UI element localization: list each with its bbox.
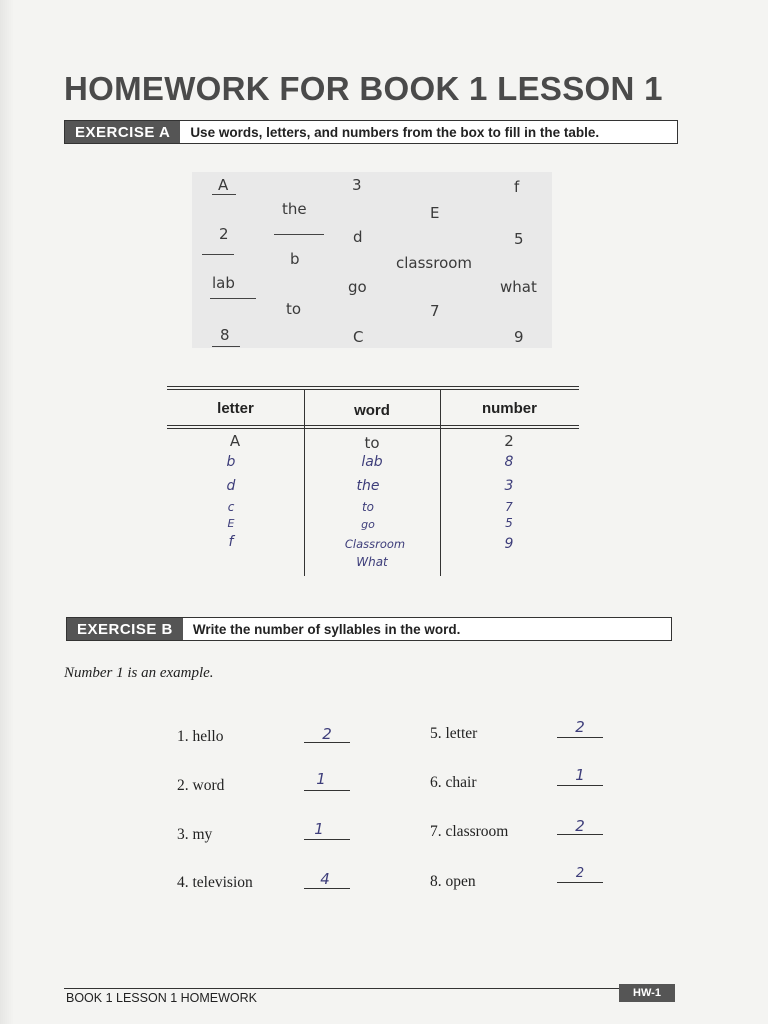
box-item: C: [353, 328, 364, 346]
header-number: number: [481, 400, 537, 417]
table-header-rule: [167, 425, 579, 426]
answer-value: 2: [575, 817, 585, 835]
question-label: 5. letter: [430, 725, 478, 742]
table-header-rule: [167, 428, 579, 429]
box-item: A: [218, 176, 229, 194]
exercise-b-instruction: Write the number of syllables in the word.: [192, 621, 461, 637]
header-letter: letter: [217, 400, 254, 417]
page-title: HOMEWORK FOR BOOK 1 LESSON 1: [64, 70, 663, 107]
box-item-underline: [212, 194, 236, 195]
letter-cell: b: [226, 454, 236, 470]
number-cell: 2: [504, 432, 514, 450]
word-cell: the: [356, 478, 380, 494]
box-item: 9: [514, 328, 524, 346]
word-cell: go: [361, 518, 375, 531]
footer-rule: [64, 988, 674, 989]
word-cell: to: [364, 434, 380, 452]
box-item-underline: [210, 298, 256, 299]
number-cell: 7: [505, 500, 513, 514]
header-word: word: [354, 402, 390, 419]
answer-value: 2: [575, 866, 585, 881]
word-box: [192, 172, 552, 348]
answer-line[interactable]: [557, 834, 603, 835]
column-divider: [440, 389, 441, 576]
answer-line[interactable]: [304, 742, 350, 743]
box-item: 3: [352, 176, 362, 194]
box-item: lab: [212, 274, 235, 292]
table-top-rule: [167, 386, 579, 387]
box-item: d: [353, 228, 363, 246]
question-label: 7. classroom: [430, 823, 509, 840]
letter-cell: c: [227, 500, 235, 514]
answer-value: 1: [314, 820, 324, 838]
box-item: 2: [219, 225, 229, 243]
box-item-underline: [202, 254, 234, 255]
answer-line[interactable]: [557, 785, 603, 786]
number-cell: 8: [504, 454, 514, 470]
word-cell: lab: [361, 454, 383, 470]
answer-value: 4: [320, 870, 330, 888]
box-item-underline: [212, 346, 240, 347]
answer-value: 1: [316, 770, 326, 788]
answer-line[interactable]: [304, 839, 350, 840]
box-item: 7: [430, 302, 440, 320]
answer-value: 1: [575, 766, 585, 784]
exercise-a-header: [64, 120, 678, 144]
fill-in-table: [167, 386, 579, 576]
letter-cell: A: [229, 432, 241, 450]
box-item: classroom: [396, 254, 473, 272]
box-item: 5: [514, 230, 524, 248]
answer-line[interactable]: [304, 790, 350, 791]
box-item: what: [500, 278, 537, 296]
page-badge: HW-1: [619, 984, 675, 1002]
exercise-b-tag: EXERCISE B: [67, 618, 183, 640]
answer-line[interactable]: [557, 882, 603, 883]
question-label: 1. hello: [177, 728, 224, 745]
question-label: 3. my: [177, 826, 213, 843]
box-item: go: [348, 278, 367, 296]
box-item: f: [514, 178, 520, 196]
box-item: b: [290, 250, 300, 268]
word-cell: to: [361, 500, 375, 514]
exercise-b-header: [66, 617, 672, 641]
letter-cell: f: [228, 534, 234, 550]
question-label: 2. word: [177, 777, 225, 794]
question-label: 8. open: [430, 873, 476, 890]
exercise-a-instruction: Use words, letters, and numbers from the box to fill in the table.: [190, 124, 600, 140]
page-edge-shadow: [0, 0, 14, 1024]
number-cell: 3: [504, 478, 514, 494]
question-label: 6. chair: [430, 774, 477, 791]
answer-line[interactable]: [304, 888, 350, 889]
box-item: E: [430, 204, 440, 222]
box-item: 8: [220, 326, 230, 344]
letter-cell: E: [227, 517, 235, 530]
word-cell: What: [356, 555, 388, 569]
number-cell: 5: [505, 516, 513, 530]
answer-line[interactable]: [557, 737, 603, 738]
table-top-rule: [167, 389, 579, 390]
exercise-a-tag: EXERCISE A: [65, 121, 180, 143]
box-item-underline: [274, 234, 324, 235]
question-label: 4. television: [177, 874, 253, 891]
box-item: the: [282, 200, 307, 218]
box-item: to: [286, 300, 302, 318]
footer-text: BOOK 1 LESSON 1 HOMEWORK: [66, 991, 258, 1005]
word-cell: Classroom: [344, 537, 406, 551]
answer-value: 2: [322, 725, 332, 743]
answer-value: 2: [575, 718, 585, 736]
letter-cell: d: [226, 478, 236, 494]
number-cell: 9: [504, 536, 514, 552]
example-note: Number 1 is an example.: [64, 665, 214, 681]
